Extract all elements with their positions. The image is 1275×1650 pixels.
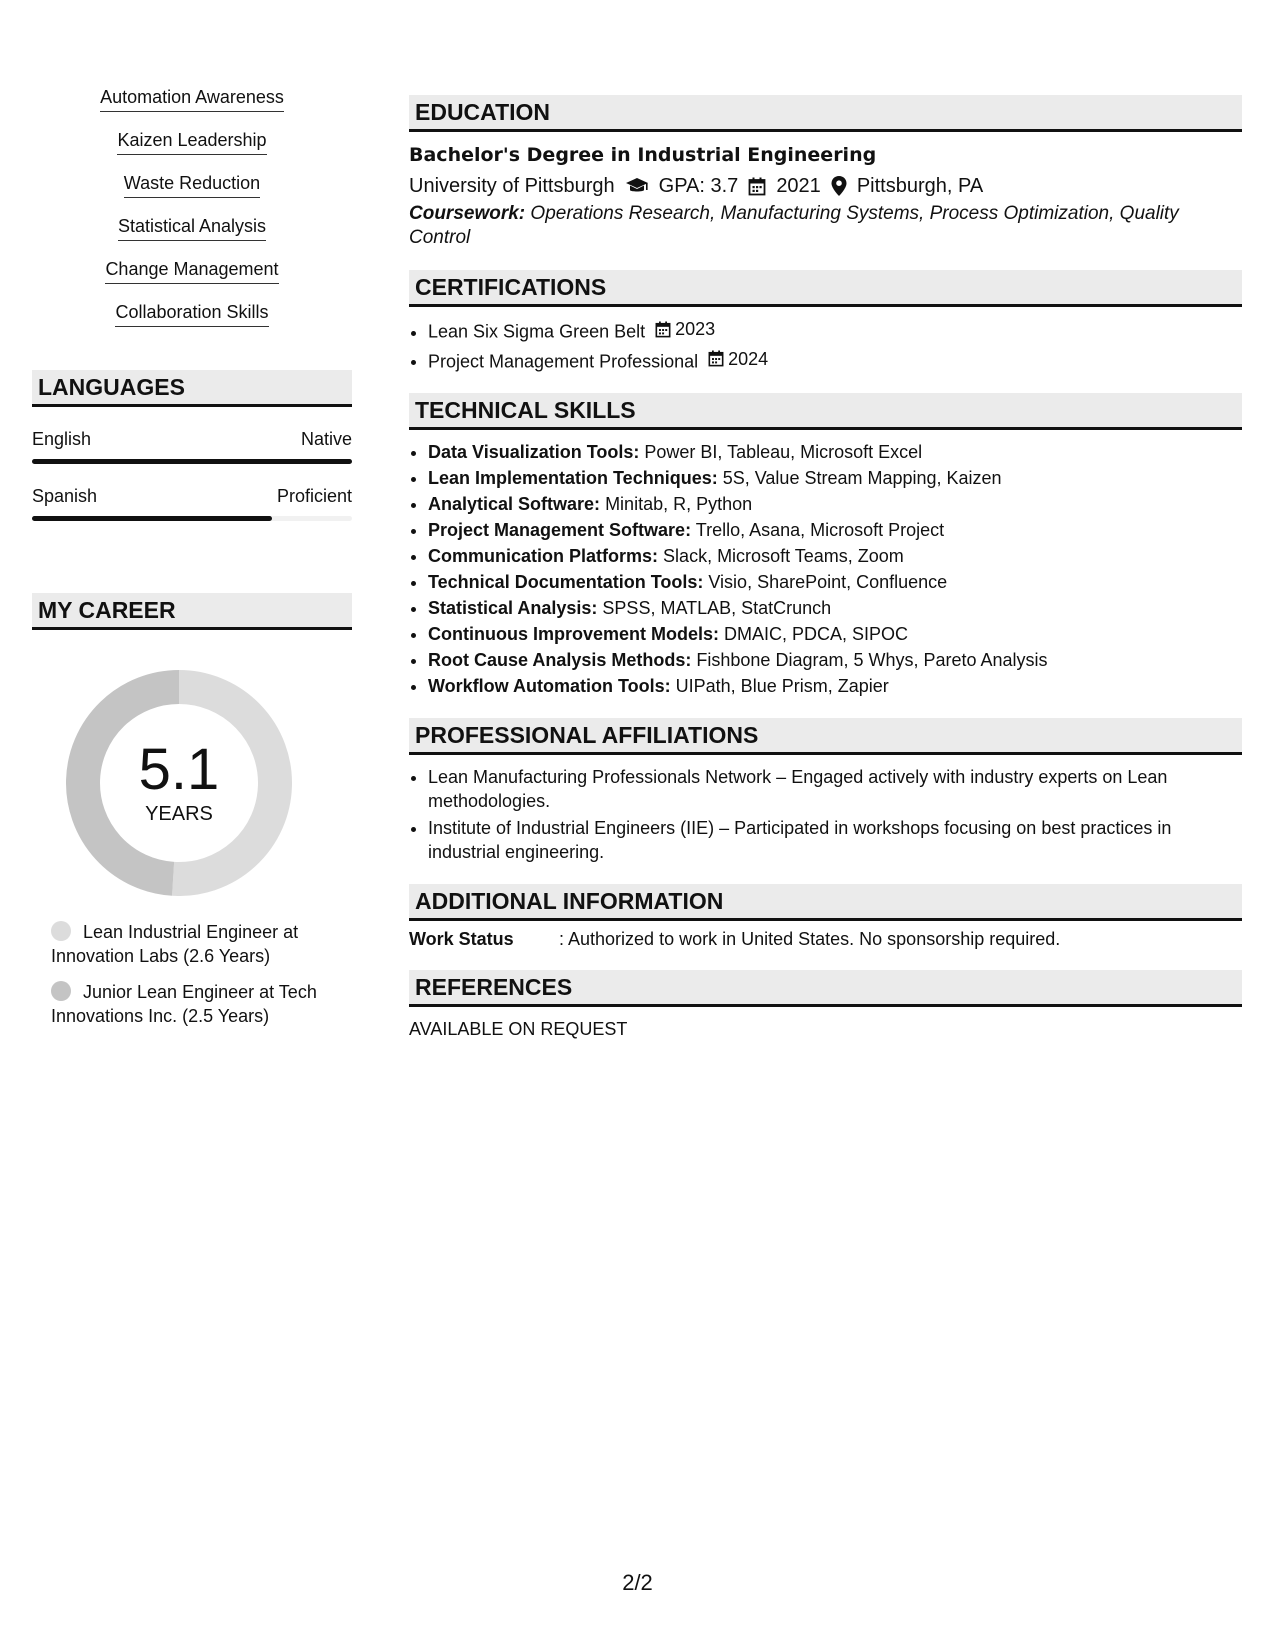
- skill-tag: Waste Reduction: [124, 172, 260, 198]
- technical-skill-label: Lean Implementation Techniques:: [428, 468, 718, 488]
- calendar-icon: [655, 321, 675, 338]
- affiliation-item: • Lean Manufacturing Professionals Network – Engaged actively with industry experts on Lean methodologies.: [428, 765, 1242, 813]
- technical-skill-label: Communication Platforms:: [428, 546, 659, 566]
- technical-skill-item: [428, 518, 1242, 542]
- references-text: AVAILABLE ON REQUEST: [409, 1019, 628, 1039]
- certification-name: Project Management Professional: [428, 351, 699, 371]
- skill-tag: Statistical Analysis: [118, 215, 266, 241]
- skill-tag: Kaizen Leadership: [117, 129, 266, 155]
- calendar-icon: [748, 177, 766, 196]
- skill-tag-row: [32, 172, 352, 215]
- certifications-heading: CERTIFICATIONS: [409, 270, 1242, 307]
- graduation-cap-icon: [625, 177, 649, 195]
- technical-skills-section: [409, 393, 1242, 698]
- skill-tag-row: [32, 86, 352, 129]
- career-legend: [51, 920, 352, 1028]
- references-section: [409, 970, 1242, 1040]
- certification-year: 2024: [728, 348, 769, 369]
- location-pin-icon: [831, 176, 847, 196]
- coursework-list: Operations Research, Manufacturing Systems, Process Optimization, Quality Control: [409, 203, 1179, 248]
- legend-swatch: [51, 981, 71, 1001]
- legend-swatch: [51, 921, 71, 941]
- language-item: [32, 429, 352, 464]
- certification-year-wrap: [655, 317, 715, 341]
- technical-skill-value: Minitab, R, Python: [605, 494, 753, 514]
- technical-skill-item: [428, 622, 1242, 646]
- language-proficiency-bar: [32, 459, 352, 464]
- technical-skill-label: Statistical Analysis:: [428, 598, 598, 618]
- technical-skill-value: Power BI, Tableau, Microsoft Excel: [644, 442, 923, 462]
- skill-tag: Change Management: [105, 258, 278, 284]
- language-row: [32, 486, 352, 507]
- technical-skill-label: Analytical Software:: [428, 494, 601, 514]
- skill-tag-row: [32, 215, 352, 258]
- affiliations-list: [409, 765, 1242, 864]
- skill-tag: Collaboration Skills: [115, 301, 268, 327]
- affiliations-heading: PROFESSIONAL AFFILIATIONS: [409, 718, 1242, 755]
- career-legend-item: [51, 980, 341, 1028]
- gpa: GPA: 3.7: [658, 175, 739, 197]
- technical-skill-label: Project Management Software:: [428, 520, 692, 540]
- references-heading: REFERENCES: [409, 970, 1242, 1007]
- certification-item: [428, 347, 1242, 374]
- technical-skill-value: DMAIC, PDCA, SIPOC: [724, 624, 909, 644]
- technical-skill-value: 5S, Value Stream Mapping, Kaizen: [722, 468, 1002, 488]
- technical-skill-value: Fishbone Diagram, 5 Whys, Pareto Analysis: [696, 650, 1048, 670]
- affiliation-item: • Institute of Industrial Engineers (IIE) – Participated in workshops focusing on best practices in industrial engineering.: [428, 816, 1242, 864]
- main-content: [409, 95, 1242, 1060]
- language-name: Spanish: [32, 486, 98, 506]
- graduation-year: 2021: [776, 175, 821, 197]
- skill-tag-row: [32, 258, 352, 301]
- career-legend-item: [51, 920, 341, 968]
- additional-info-section: [409, 884, 1242, 950]
- technical-skill-item: [428, 466, 1242, 490]
- language-proficiency-fill: [32, 516, 272, 521]
- certification-year-wrap: [708, 347, 768, 371]
- technical-skill-label: Continuous Improvement Models:: [428, 624, 720, 644]
- skill-tag-row: [32, 301, 352, 344]
- education-section: [409, 95, 1242, 250]
- certification-name: Lean Six Sigma Green Belt: [428, 321, 646, 342]
- language-name: English: [32, 429, 92, 449]
- affiliations-section: [409, 718, 1242, 864]
- skill-tag: Automation Awareness: [100, 86, 284, 112]
- additional-info-heading: ADDITIONAL INFORMATION: [409, 884, 1242, 921]
- location: Pittsburgh, PA: [856, 175, 984, 197]
- technical-skill-label: Root Cause Analysis Methods:: [428, 650, 692, 670]
- technical-skill-label: Workflow Automation Tools:: [428, 676, 671, 696]
- career-total-number: 5.1: [138, 737, 220, 802]
- education-meta: [409, 172, 1242, 200]
- technical-skill-item: [428, 674, 1242, 698]
- language-item: [32, 486, 352, 521]
- technical-skill-item: [428, 570, 1242, 594]
- education-heading: EDUCATION: [409, 95, 1242, 132]
- languages-section: [32, 370, 352, 521]
- technical-skill-value: Trello, Asana, Microsoft Project: [695, 520, 945, 540]
- career-section: [32, 593, 352, 1028]
- technical-skill-value: UIPath, Blue Prism, Zapier: [675, 676, 889, 696]
- coursework: [409, 202, 1242, 250]
- school-name: University of Pittsburgh: [409, 175, 615, 197]
- language-level: Proficient: [276, 486, 352, 506]
- career-legend-label: Junior Lean Engineer at Tech Innovations Inc. (2.5 Years): [51, 982, 317, 1026]
- certifications-list: [409, 317, 1242, 373]
- languages-heading: LANGUAGES: [32, 370, 352, 407]
- certification-year: 2023: [675, 319, 716, 339]
- work-status-label: Work Status: [409, 929, 514, 949]
- technical-skill-value: SPSS, MATLAB, StatCrunch: [602, 598, 832, 618]
- technical-skill-label: Technical Documentation Tools:: [428, 572, 704, 592]
- career-total-unit: YEARS: [145, 803, 213, 825]
- technical-skill-label: Data Visualization Tools:: [428, 442, 640, 462]
- career-total: [66, 670, 292, 896]
- career-legend-label: Lean Industrial Engineer at Innovation Labs (2.6 Years): [51, 922, 299, 966]
- sidebar: [32, 86, 352, 1040]
- language-level: Native: [300, 429, 352, 449]
- technical-skills-list: [409, 440, 1242, 698]
- certification-item: [428, 317, 1242, 344]
- certifications-section: [409, 270, 1242, 373]
- language-proficiency-fill: [32, 459, 352, 464]
- technical-skill-item: [428, 492, 1242, 516]
- career-chart: [32, 670, 352, 920]
- language-row: [32, 429, 352, 450]
- technical-skill-item: [428, 440, 1242, 464]
- language-proficiency-bar: [32, 516, 352, 521]
- work-status-row: [409, 929, 1242, 950]
- work-status-value: : Authorized to work in United States. No sponsorship required.: [559, 929, 1061, 949]
- skill-tags: [32, 86, 352, 344]
- skill-tag-row: [32, 129, 352, 172]
- technical-skill-value: Slack, Microsoft Teams, Zoom: [663, 546, 904, 566]
- coursework-label: Coursework:: [409, 203, 526, 224]
- technical-skill-item: [428, 596, 1242, 620]
- degree-title: Bachelor's Degree in Industrial Engineering: [409, 144, 877, 166]
- calendar-icon: [708, 350, 728, 367]
- technical-skill-item: [428, 648, 1242, 672]
- technical-skill-item: [428, 544, 1242, 568]
- technical-skill-value: Visio, SharePoint, Confluence: [708, 572, 948, 592]
- technical-skills-heading: TECHNICAL SKILLS: [409, 393, 1242, 430]
- career-heading: MY CAREER: [32, 593, 352, 630]
- page-number: 2/2: [622, 1570, 653, 1595]
- languages-list: [32, 429, 352, 521]
